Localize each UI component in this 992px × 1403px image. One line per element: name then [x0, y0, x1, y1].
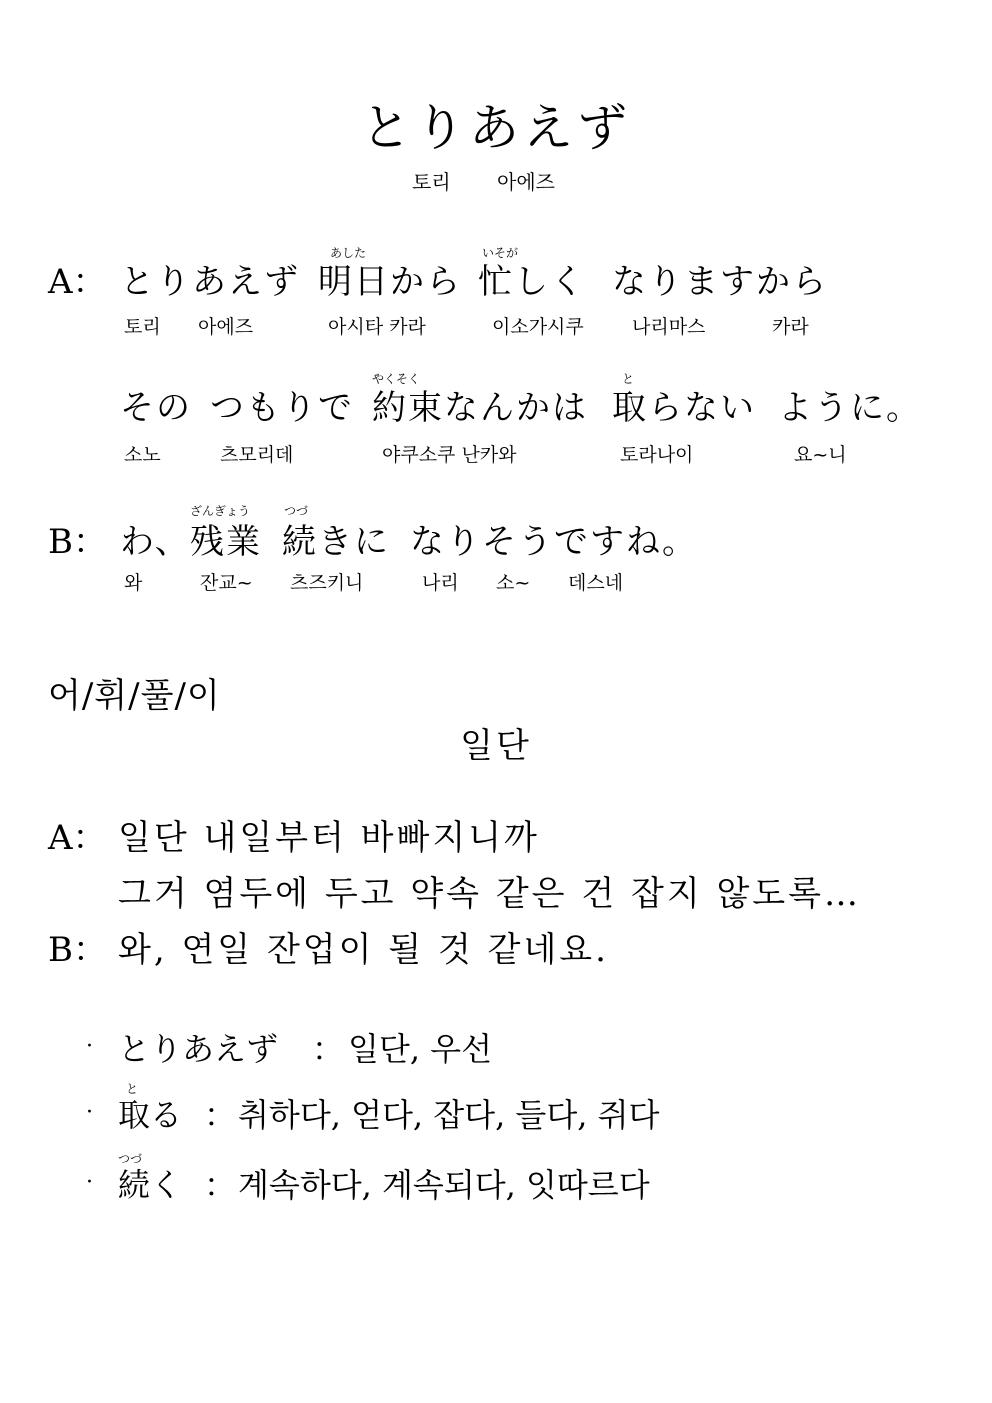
ruby-yakusoku: やくそく	[372, 372, 421, 386]
translation-line2: 그거 염두에 두고 약속 같은 건 잡지 않도록…	[118, 874, 861, 914]
reading: 나리	[422, 572, 459, 594]
dialogue-line1-word: 明日から	[318, 262, 462, 302]
vocab-ruby: つづ	[118, 1152, 143, 1166]
vocab-meaning: 계속하다, 계속되다, 잇따르다	[238, 1166, 650, 1204]
reading: 카라	[772, 316, 809, 338]
vocab-ruby: と	[126, 1082, 139, 1096]
dialogue-line2-word: その	[120, 388, 192, 428]
vocab-word: 取る	[118, 1096, 183, 1134]
reading: 츠즈키니	[290, 572, 364, 594]
dialogue-line2-word: ように。	[778, 388, 922, 428]
dialogue-line3-word: 残業	[190, 522, 262, 562]
ruby-ashita: あした	[330, 246, 367, 260]
page-title: とりあえず	[361, 99, 631, 157]
reading: 소노	[124, 444, 161, 466]
vocab-meaning: 일단, 우선	[348, 1030, 492, 1068]
translation-a-label: A：	[48, 818, 107, 858]
ruby-to: と	[622, 372, 635, 386]
ruby-zangyou: ざんぎょう	[190, 504, 251, 518]
bullet: ·	[86, 1034, 93, 1059]
dialogue-line1-word: なりますから	[612, 262, 828, 302]
reading: 아에즈	[198, 316, 254, 338]
translation-b-label: B：	[48, 930, 107, 970]
reading: 이소가시쿠	[492, 316, 584, 338]
vocab-word: とりあえず	[118, 1030, 279, 1068]
dialogue-line1-word: 忙しく	[478, 262, 586, 302]
bullet: ·	[86, 1100, 93, 1125]
reading: 토리	[124, 316, 161, 338]
translation-line3: 와, 연일 잔업이 될 것 같네요.	[118, 930, 609, 970]
vocab-separator: ：	[312, 1030, 345, 1068]
ruby-isoga: いそが	[482, 246, 519, 260]
dialogue-line3-word: わ、	[120, 522, 191, 562]
dialogue-line1-word: とりあえず	[120, 262, 300, 302]
translation-line1: 일단 내일부터 바빠지니까	[118, 818, 540, 858]
speaker-a-label: A：	[48, 262, 107, 302]
dialogue-line3-word: なりそうですね。	[410, 522, 698, 562]
vocab-header: 어/휘/풀/이	[48, 676, 221, 716]
reading: 와	[124, 572, 143, 594]
reading: 아시타 카라	[328, 316, 426, 338]
title-reading-2: 아에즈	[497, 170, 555, 194]
title-reading-1: 토리	[412, 170, 451, 194]
translation-title: 일단	[460, 726, 532, 766]
dialogue-line3-word: 続きに	[282, 522, 390, 562]
vocab-word: 続く	[118, 1166, 183, 1204]
reading: 요~니	[794, 444, 847, 466]
vocab-meaning: 취하다, 얻다, 잡다, 들다, 쥐다	[238, 1096, 660, 1134]
reading: 소~	[496, 572, 531, 594]
reading: 나리마스	[632, 316, 706, 338]
bullet: ·	[86, 1170, 93, 1195]
vocab-separator: ：	[204, 1166, 237, 1204]
reading: 츠모리데	[220, 444, 294, 466]
reading: 야쿠소쿠 난카와	[382, 444, 517, 466]
speaker-b-label: B：	[48, 522, 107, 562]
dialogue-line2-word: 取らない	[612, 388, 756, 428]
reading: 토라나이	[620, 444, 694, 466]
reading: 데스네	[568, 572, 624, 594]
dialogue-line2-word: つもりで	[210, 388, 354, 428]
reading: 잔교~	[200, 572, 253, 594]
vocab-separator: ：	[204, 1096, 237, 1134]
dialogue-line2-word: 約束なんかは	[372, 388, 588, 428]
ruby-tsuzu: つづ	[284, 504, 309, 518]
